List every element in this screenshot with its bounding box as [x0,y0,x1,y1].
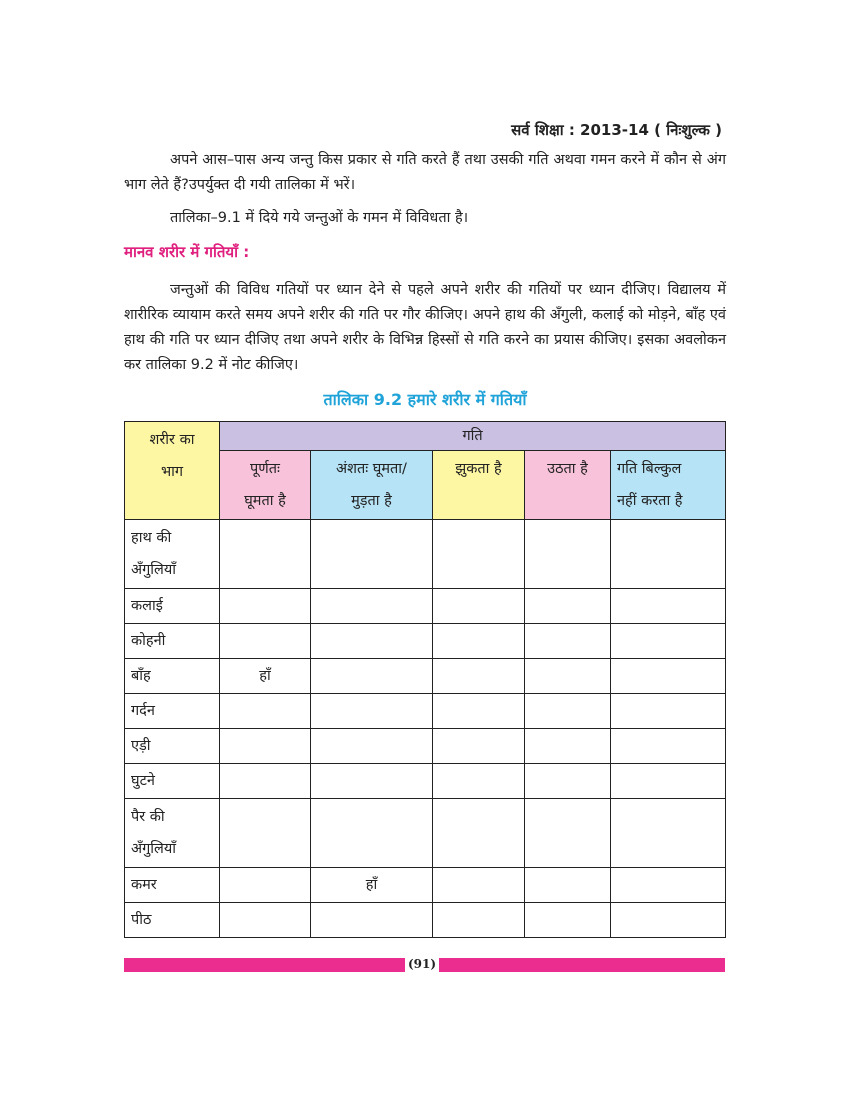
column-header-rises [525,451,611,520]
column-header-partial-rotation [311,451,433,520]
table-cell [311,729,433,764]
body-part-line: पैर की [131,809,165,825]
table-row [125,729,726,764]
table-cell [611,729,726,764]
body-part-cell: कोहनी [125,624,220,659]
table-row [125,589,726,624]
column-header-line: घूमता है [244,493,286,509]
table-row [125,659,726,694]
table-cell [433,868,525,903]
table-cell [611,624,726,659]
table-cell: हाँ [220,659,311,694]
body-part-cell: घुटने [125,764,220,799]
table-cell [525,729,611,764]
table-cell [433,799,525,868]
column-header-bends [433,451,525,520]
table-cell [611,659,726,694]
table-cell [433,659,525,694]
body-part-line: अँगुलियाँ [131,562,176,578]
table-cell [311,764,433,799]
table-cell [220,520,311,589]
column-header-line: अंशतः घूमता/ [336,461,407,477]
table-cell [525,520,611,589]
table-cell [525,659,611,694]
table-cell [433,764,525,799]
column-header-line: नहीं करता है [617,493,683,509]
table-cell [220,903,311,938]
table-row [125,764,726,799]
column-header-line: उठता है [547,461,588,477]
table-cell [220,589,311,624]
table-cell [433,729,525,764]
table-cell [525,799,611,868]
table-cell [611,694,726,729]
table-cell [433,589,525,624]
table-row [125,868,726,903]
table-cell [311,589,433,624]
paragraph-3: जन्तुओं की विविध गतियों पर ध्यान देने से पहले अपने शरीर की गतियों पर ध्यान दीजिए। विद्यालय में शारीरिक व्यायाम करते समय अपने शरीर की गति पर गौर कीजिए। अपने हाथ की अँगुली, कलाई को मोड़ने, बाँह एवं हाथ की गति पर ध्यान दीजिए तथा अपने शरीर के विभिन्न हिस्सों से गति करने का प्रयास कीजिए। इसका अवलोकन कर तालिका 9.2 में नोट कीजिए। [124,282,726,373]
body-part-cell: बाँह [125,659,220,694]
column-header-line: गति बिल्कुल [617,461,682,477]
table-cell [611,799,726,868]
table-row [125,799,726,868]
table-cell [220,624,311,659]
column-header-line: पूर्णतः [250,461,280,477]
column-header-line: मुड़ता है [351,493,392,509]
table-cell [220,729,311,764]
table-row [125,694,726,729]
table-cell [311,694,433,729]
column-header-full-rotation [220,451,311,520]
table-cell [311,799,433,868]
table-cell [220,694,311,729]
column-header-no-motion [611,451,726,520]
page-number: (91) [405,954,439,974]
body-part-header-line2: भाग [160,464,184,480]
body-part-cell: कमर [125,868,220,903]
body-part-cell: कलाई [125,589,220,624]
table-cell [433,624,525,659]
table-cell [525,764,611,799]
table-cell [525,624,611,659]
table-row [125,624,726,659]
table-cell [525,868,611,903]
table-cell [525,903,611,938]
table-cell [611,520,726,589]
table-cell [220,799,311,868]
table-cell [525,589,611,624]
table-cell [433,903,525,938]
table-cell [611,589,726,624]
table-row [125,520,726,589]
body-part-line: हाथ की [131,530,172,546]
table-row [125,903,726,938]
table-title: तालिका 9.2 हमारे शरीर में गतियाँ [323,390,527,409]
body-part-cell: गर्दन [125,694,220,729]
body-part-cell: पीठ [125,903,220,938]
body-part-cell [125,799,220,868]
table-cell [311,903,433,938]
motion-header: गति [220,422,726,451]
table-cell [220,764,311,799]
table-cell [311,624,433,659]
body-part-cell: एड़ी [125,729,220,764]
table-cell: हाँ [311,868,433,903]
table-cell [433,520,525,589]
section-heading: मानव शरीर में गतियाँ : [124,243,250,261]
table-cell [611,903,726,938]
paragraph-2: तालिका–9.1 में दिये गये जन्तुओं के गमन में विविधता है। [170,210,469,226]
paragraph-1: अपने आस–पास अन्य जन्तु किस प्रकार से गति करते हैं तथा उसकी गति अथवा गमन करने में कौन से अंग भाग लेते हैं?उपर्युक्त दी गयी तालिका में भरें। [124,152,726,193]
column-header-line: झुकता है [455,461,502,477]
table-cell [611,868,726,903]
table-cell [311,659,433,694]
table-cell [311,520,433,589]
page-header: सर्व शिक्षा : 2013-14 ( निःशुल्क ) [511,121,722,139]
body-part-header-line1: शरीर का [149,432,195,448]
body-part-line: अँगुलियाँ [131,841,176,857]
motion-table [124,421,726,938]
table-cell [525,694,611,729]
table-cell [611,764,726,799]
table-cell [220,868,311,903]
table-cell [433,694,525,729]
body-part-cell [125,520,220,589]
body-part-header [125,422,220,520]
